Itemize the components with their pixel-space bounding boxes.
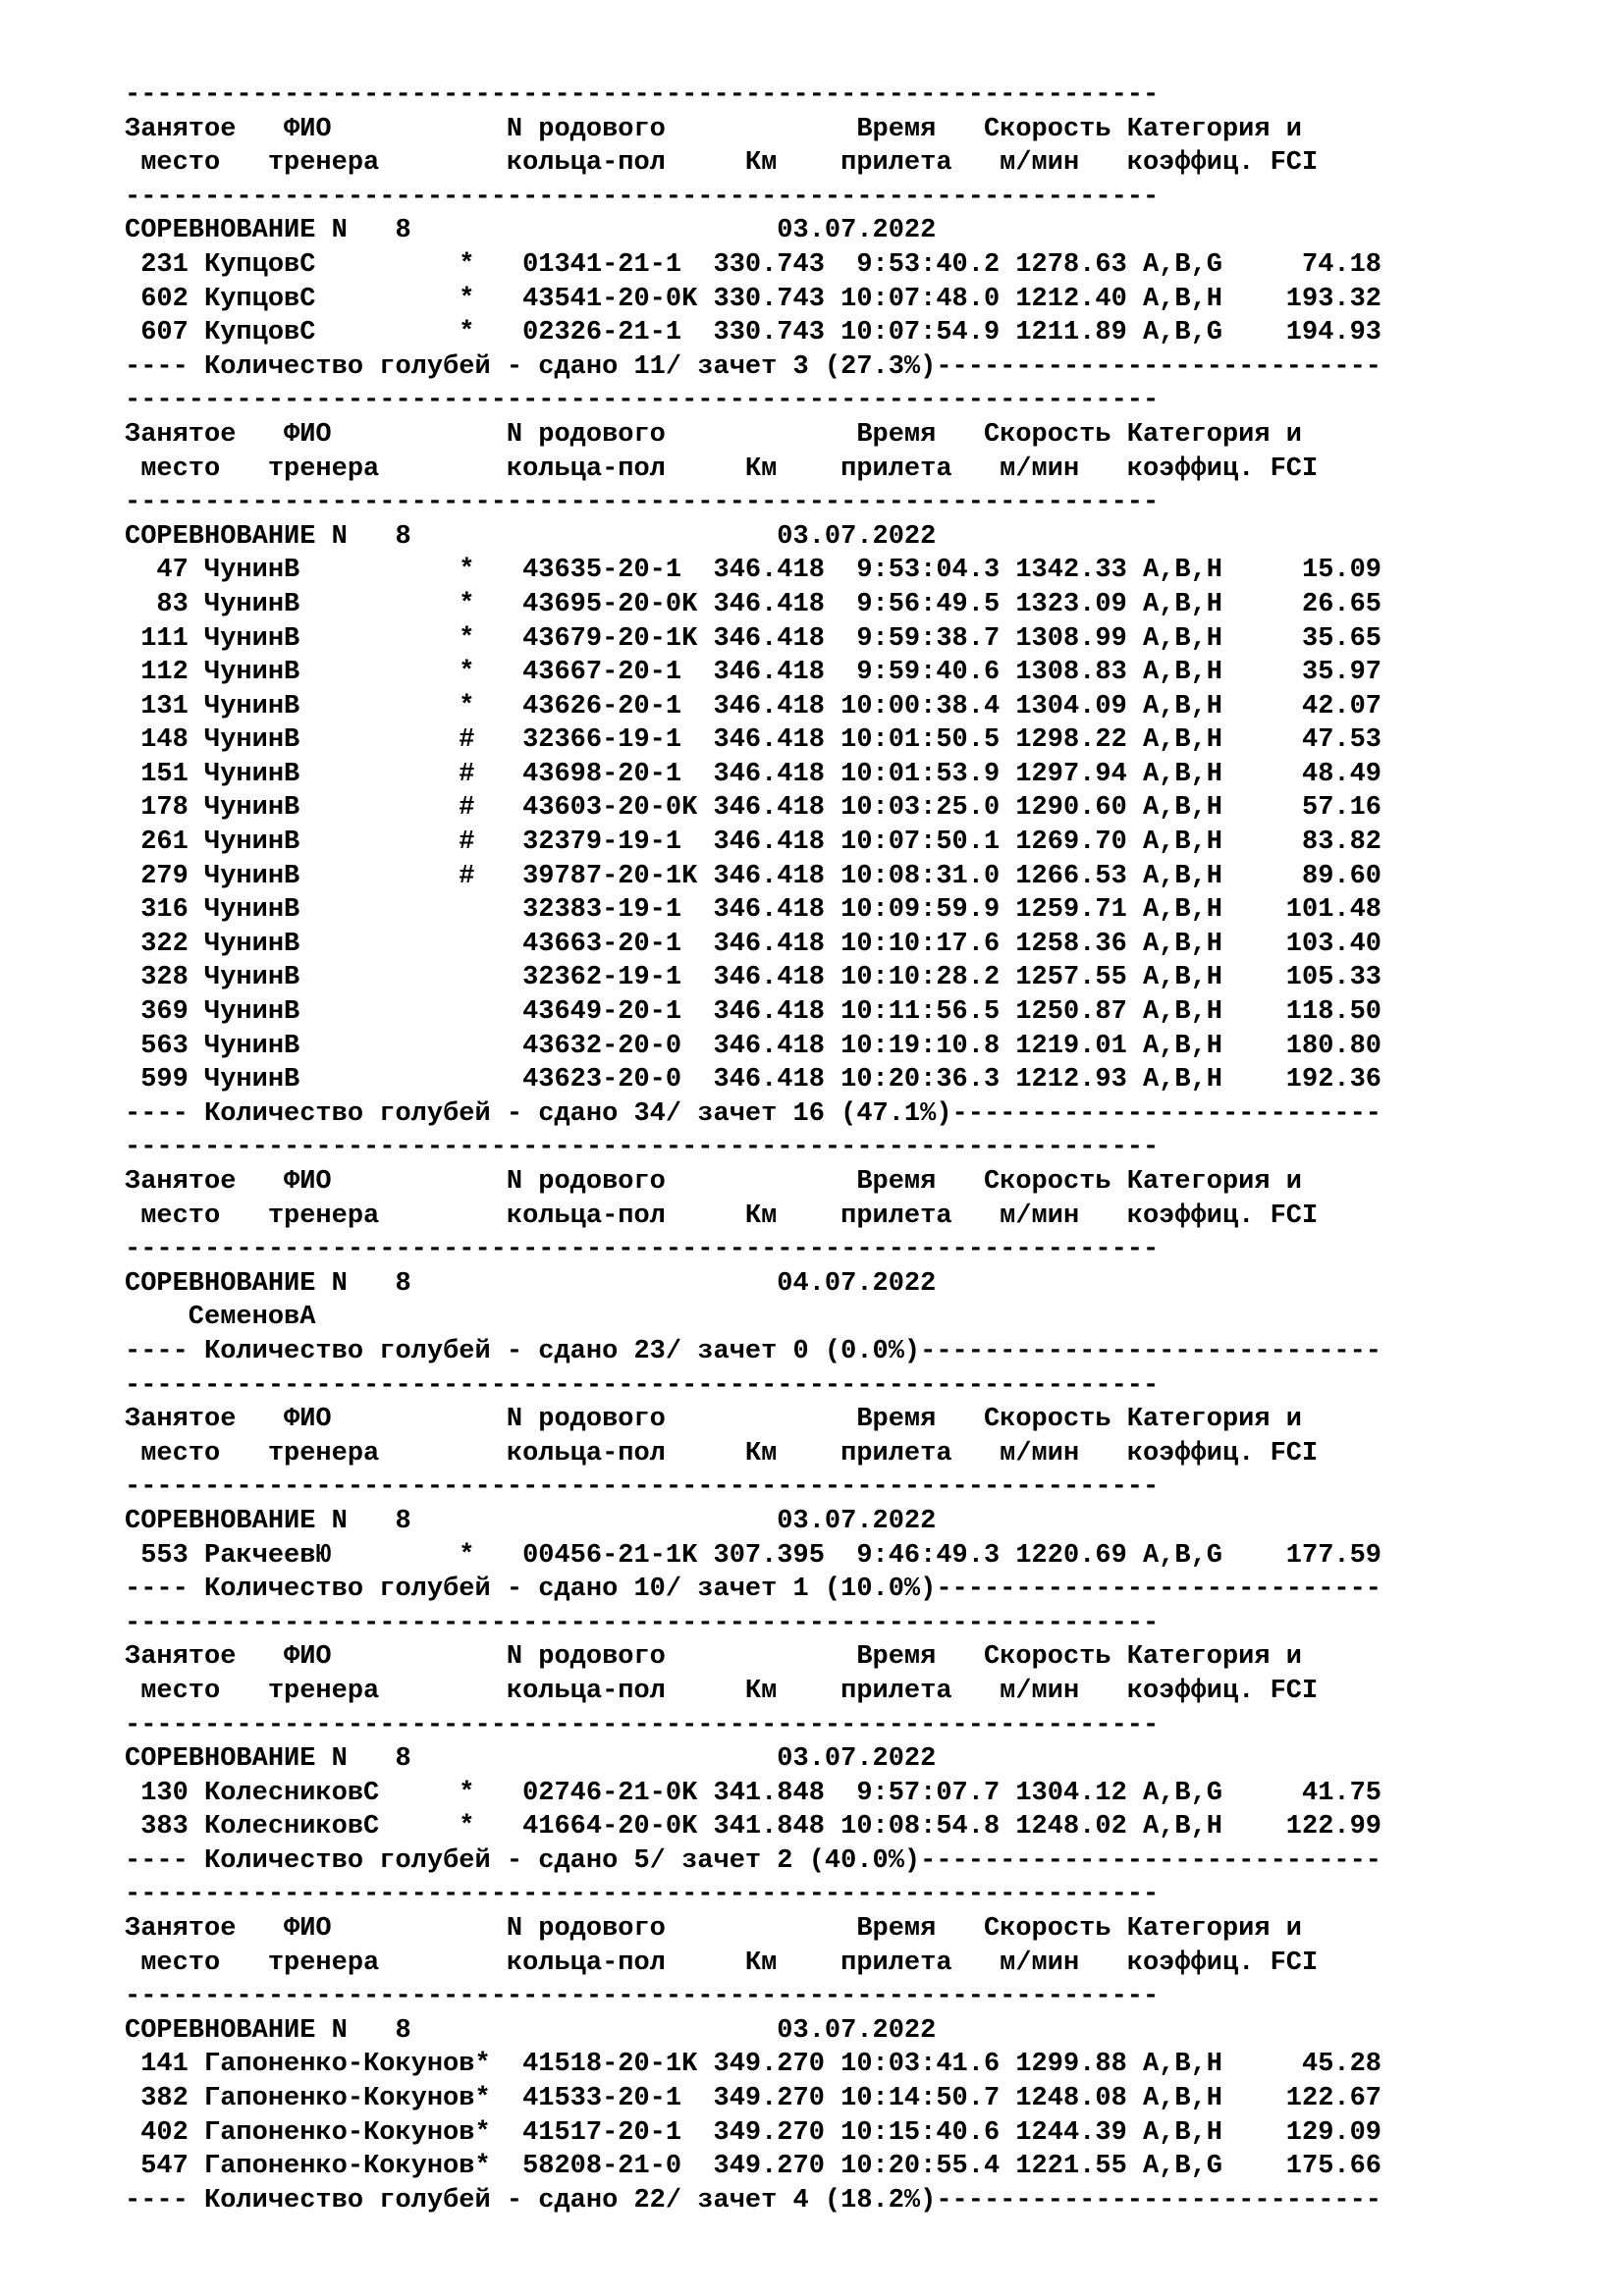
result-row: 178 ЧунинВ # 43603-20-0K 346.418 10:03:25.0 1290.60 A,B,H 57.16	[125, 793, 1382, 824]
result-row: 607 КупцовС * 02326-21-1 330.743 10:07:54.9 1211.89 A,B,G 194.93	[125, 318, 1382, 348]
column-header-line: место тренера кольца-пол Км прилета м/мин коэффиц. FCI	[125, 1438, 1319, 1468]
summary-line: ---- Количество голубей - сдано 22/ зачет 4 (18.2%)----------------------------	[125, 2185, 1382, 2216]
column-header-line: место тренера кольца-пол Км прилета м/мин коэффиц. FCI	[125, 454, 1319, 484]
competition-line: СОРЕВНОВАНИЕ N 8 03.07.2022	[125, 2015, 937, 2046]
result-row: 130 КолесниковС * 02746-21-0K 341.848 9:57:07.7 1304.12 A,B,G 41.75	[125, 1778, 1382, 1808]
result-row: 383 КолесниковС * 41664-20-0K 341.848 10:08:54.8 1248.02 A,B,H 122.99	[125, 1812, 1382, 1842]
column-header-line: место тренера кольца-пол Км прилета м/мин коэффиц. FCI	[125, 148, 1319, 179]
result-row: 83 ЧунинВ * 43695-20-0K 346.418 9:56:49.5 1323.09 A,B,H 26.65	[125, 589, 1382, 619]
result-row: 131 ЧунинВ * 43626-20-1 346.418 10:00:38.4 1304.09 A,B,H 42.07	[125, 691, 1382, 721]
separator-line: -----------------------------------------------------------------	[125, 182, 1160, 212]
column-header-line: Занятое ФИО N родового Время Скорость Категория и	[125, 1167, 1302, 1197]
result-row: 111 ЧунинВ * 43679-20-1K 346.418 9:59:38.7 1308.99 A,B,H 35.65	[125, 623, 1382, 654]
result-row: 316 ЧунинВ 32383-19-1 346.418 10:09:59.9 1259.71 A,B,H 101.48	[125, 895, 1382, 926]
column-header-line: Занятое ФИО N родового Время Скорость Категория и	[125, 114, 1302, 144]
separator-line: -----------------------------------------------------------------	[125, 1982, 1160, 2012]
result-row: 402 Гапоненко-Кокунов* 41517-20-1 349.270 10:15:40.6 1244.39 A,B,H 129.09	[125, 2117, 1382, 2148]
result-row: 112 ЧунинВ * 43667-20-1 346.418 9:59:40.6 1308.83 A,B,H 35.97	[125, 658, 1382, 688]
separator-line: -----------------------------------------------------------------	[125, 1710, 1160, 1740]
column-header-line: место тренера кольца-пол Км прилета м/мин коэффиц. FCI	[125, 1948, 1319, 1978]
fancier-name-line: СеменовА	[125, 1303, 316, 1333]
competition-line: СОРЕВНОВАНИЕ N 8 03.07.2022	[125, 1506, 937, 1536]
result-row: 602 КупцовС * 43541-20-0K 330.743 10:07:48.0 1212.40 A,B,H 193.32	[125, 284, 1382, 314]
separator-line: -----------------------------------------------------------------	[125, 1880, 1160, 1910]
result-row: 322 ЧунинВ 43663-20-1 346.418 10:10:17.6 1258.36 A,B,H 103.40	[125, 929, 1382, 959]
summary-line: ---- Количество голубей - сдано 34/ зачет 16 (47.1%)---------------------------	[125, 1098, 1382, 1129]
separator-line: -----------------------------------------------------------------	[125, 386, 1160, 416]
separator-line: -----------------------------------------------------------------	[125, 488, 1160, 518]
result-row: 553 РакчеевЮ * 00456-21-1K 307.395 9:46:49.3 1220.69 A,B,G 177.59	[125, 1540, 1382, 1571]
result-row: 151 ЧунинВ # 43698-20-1 346.418 10:01:53.9 1297.94 A,B,H 48.49	[125, 759, 1382, 789]
summary-line: ---- Количество голубей - сдано 5/ зачет 2 (40.0%)-----------------------------	[125, 1845, 1382, 1876]
result-row: 47 ЧунинВ * 43635-20-1 346.418 9:53:04.3 1342.33 A,B,H 15.09	[125, 556, 1382, 586]
result-row: 328 ЧунинВ 32362-19-1 346.418 10:10:28.2 1257.55 A,B,H 105.33	[125, 963, 1382, 993]
result-row: 369 ЧунинВ 43649-20-1 346.418 10:11:56.5 1250.87 A,B,H 118.50	[125, 997, 1382, 1028]
result-row: 279 ЧунинВ # 39787-20-1K 346.418 10:08:31.0 1266.53 A,B,H 89.60	[125, 861, 1382, 891]
result-row: 547 Гапоненко-Кокунов* 58208-21-0 349.270 10:20:55.4 1221.55 A,B,G 175.66	[125, 2152, 1382, 2182]
competition-line: СОРЕВНОВАНИЕ N 8 03.07.2022	[125, 521, 937, 552]
separator-line: -----------------------------------------------------------------	[125, 1608, 1160, 1638]
column-header-line: Занятое ФИО N родового Время Скорость Категория и	[125, 1914, 1302, 1945]
summary-line: ---- Количество голубей - сдано 11/ зачет 3 (27.3%)----------------------------	[125, 351, 1382, 382]
separator-line: -----------------------------------------------------------------	[125, 1370, 1160, 1401]
separator-line: -----------------------------------------------------------------	[125, 1235, 1160, 1265]
column-header-line: Занятое ФИО N родового Время Скорость Категория и	[125, 1405, 1302, 1435]
summary-line: ---- Количество голубей - сдано 10/ зачет 1 (10.0%)----------------------------	[125, 1575, 1382, 1605]
competition-line: СОРЕВНОВАНИЕ N 8 03.07.2022	[125, 1744, 937, 1775]
summary-line: ---- Количество голубей - сдано 23/ зачет 0 (0.0%)-----------------------------	[125, 1336, 1382, 1366]
column-header-line: Занятое ФИО N родового Время Скорость Категория и	[125, 1642, 1302, 1673]
separator-line: -----------------------------------------------------------------	[125, 1472, 1160, 1503]
result-row: 141 Гапоненко-Кокунов* 41518-20-1K 349.270 10:03:41.6 1299.88 A,B,H 45.28	[125, 2050, 1382, 2080]
column-header-line: место тренера кольца-пол Км прилета м/мин коэффиц. FCI	[125, 1201, 1319, 1231]
result-row: 382 Гапоненко-Кокунов* 41533-20-1 349.270 10:14:50.7 1248.08 A,B,H 122.67	[125, 2084, 1382, 2114]
column-header-line: Занятое ФИО N родового Время Скорость Категория и	[125, 419, 1302, 450]
competition-line: СОРЕВНОВАНИЕ N 8 04.07.2022	[125, 1268, 937, 1299]
race-results-report	[125, 79, 1381, 2217]
result-row: 231 КупцовС * 01341-21-1 330.743 9:53:40.2 1278.63 A,B,G 74.18	[125, 249, 1382, 280]
result-row: 148 ЧунинВ # 32366-19-1 346.418 10:01:50.5 1298.22 A,B,H 47.53	[125, 725, 1382, 756]
separator-line: -----------------------------------------------------------------	[125, 80, 1160, 110]
result-row: 563 ЧунинВ 43632-20-0 346.418 10:19:10.8 1219.01 A,B,H 180.80	[125, 1031, 1382, 1061]
column-header-line: место тренера кольца-пол Км прилета м/мин коэффиц. FCI	[125, 1676, 1319, 1706]
result-row: 599 ЧунинВ 43623-20-0 346.418 10:20:36.3 1212.93 A,B,H 192.36	[125, 1065, 1382, 1095]
competition-line: СОРЕВНОВАНИЕ N 8 03.07.2022	[125, 216, 937, 246]
separator-line: -----------------------------------------------------------------	[125, 1133, 1160, 1163]
result-row: 261 ЧунинВ # 32379-19-1 346.418 10:07:50.1 1269.70 A,B,H 83.82	[125, 828, 1382, 858]
